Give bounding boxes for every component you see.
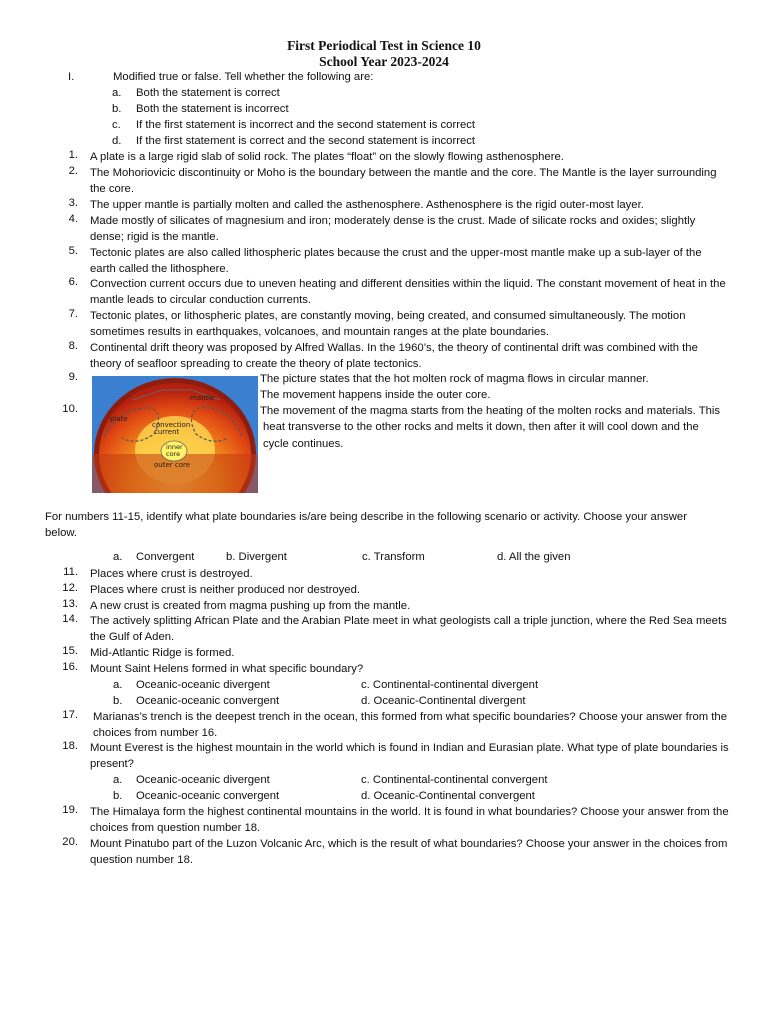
question-number: 16.: [62, 661, 78, 673]
question-number: 1.: [68, 149, 78, 161]
question-number-10: 10.: [62, 403, 78, 415]
choice-text: Oceanic-oceanic divergent: [136, 774, 270, 786]
question-text: Mount Everest is the highest mountain in the world which is found in Indian and Eurasian plate. What type of plate boundaries is present?: [90, 742, 729, 770]
choice-text: d. Oceanic-Continental divergent: [361, 695, 526, 707]
question-text: Tectonic plates, or lithospheric plates, are constantly moving, being created, and consumed simultaneously. The motion sometimes results in earthquakes, volcanoes, and mountain ranges at the plate boundaries.: [90, 310, 686, 338]
choice-text: d. Oceanic-Continental convergent: [361, 790, 535, 802]
choice-text: Both the statement is correct: [136, 87, 280, 99]
question-text: The Mohoriovicic discontinuity or Moho is the boundary between the mantle and the core. The Mantle is the layer surrounding the core.: [90, 167, 717, 195]
question-number: 15.: [62, 645, 78, 657]
question-9-line1: The picture states that the hot molten rock of magma flows in circular manner.: [260, 373, 649, 385]
question-text: Marianas’s trench is the deepest trench in the ocean, this formed from what specific boundaries? Choose your answer from the choices from number 16.: [93, 711, 727, 739]
option-a-letter: a.: [113, 551, 123, 563]
choice-text: Oceanic-oceanic convergent: [136, 790, 280, 802]
question-text: A plate is a large rigid slab of solid rock. The plates “float” on the slowly flowing asthenosphere.: [90, 151, 564, 163]
question-text: Continental drift theory was proposed by Alfred Wallas. In the 1960’s, the theory of continental drift was combined with the theory of seafloor spreading to create the theory of plate tectonics.: [90, 342, 698, 370]
choice-letter: a.: [112, 87, 122, 99]
question-text: A new crust is created from magma pushing up from the mantle.: [90, 600, 411, 612]
question-number: 18.: [62, 740, 78, 752]
label-plate: plate: [110, 415, 128, 423]
school-year: School Year 2023-2024: [319, 54, 449, 69]
label-outer-core: outer core: [154, 461, 191, 469]
question-number: 14.: [62, 613, 78, 625]
question-text: Mount Pinatubo part of the Luzon Volcanic Arc, which is the result of what boundaries? Choose your answer in the choices from question number 18.: [90, 838, 728, 866]
choice-letter: c.: [112, 119, 121, 131]
choice-letter: b.: [113, 790, 123, 802]
question-text: The upper mantle is partially molten and called the asthenosphere. Asthenosphere is the rigid outer-most layer.: [90, 199, 644, 211]
question-number: 3.: [68, 197, 78, 209]
choice-text: If the first statement is correct and the second statement is incorrect: [136, 135, 476, 147]
choice-text: Oceanic-oceanic divergent: [136, 679, 270, 691]
question-text: Mid-Atlantic Ridge is formed.: [90, 647, 235, 659]
question-text: Places where crust is destroyed.: [90, 568, 253, 580]
option-c: c. Transform: [362, 551, 425, 563]
label-core: core: [166, 450, 181, 458]
choice-letter: b.: [112, 103, 122, 115]
question-number: 20.: [62, 836, 78, 848]
earth-layers-illustration: [92, 376, 258, 493]
question-text: Made mostly of silicates of magnesium and iron; moderately dense is the crust. Made of silicate rocks and oxides; slightly dense; rigid is the mantle.: [90, 215, 696, 243]
question-number: 6.: [68, 276, 78, 288]
choice-text: c. Continental-continental convergent: [361, 774, 548, 786]
question-number: 4.: [68, 213, 78, 225]
question-text: Convection current occurs due to uneven heating and different densities within the liquid. The constant movement of heat in the mantle leads to circular conduction currents.: [90, 278, 726, 306]
question-text: Places where crust is neither produced nor destroyed.: [90, 584, 361, 596]
question-text: The Himalaya form the highest continental mountains in the world. It is found in what boundaries? Choose your answer from the choices from question number 18.: [90, 806, 729, 834]
question-10-line1: The movement of the magma starts from the heating of the molten rocks and materials. This: [260, 405, 721, 417]
choice-letter: b.: [113, 695, 123, 707]
option-d: d. All the given: [497, 551, 571, 563]
question-number: 11.: [63, 566, 78, 578]
question-number: 8.: [68, 340, 78, 352]
question-text: Tectonic plates are also called lithospheric plates because the crust and the upper-most mantle make up a sub-layer of the earth called the lithosphere.: [90, 247, 702, 275]
choice-letter: a.: [113, 679, 123, 691]
choice-text: Both the statement is incorrect: [136, 103, 289, 115]
label-inner: inner: [166, 443, 183, 451]
question-10-line3: cycle continues.: [263, 438, 344, 450]
question-number: 13.: [62, 598, 78, 610]
choice-letter: a.: [113, 774, 123, 786]
question-number: 2.: [68, 165, 78, 177]
question-text: The actively splitting African Plate and the Arabian Plate meet in what geologists call a triple junction, where the Red Sea meets the Gulf of Aden.: [90, 615, 727, 643]
question-number-9: 9.: [68, 371, 78, 383]
option-b: b. Divergent: [226, 551, 287, 563]
choice-text: c. Continental-continental divergent: [361, 679, 539, 691]
label-current: current: [154, 428, 180, 436]
part1-instruction: Modified true or false. Tell whether the following are:: [113, 71, 374, 83]
question-number: 17.: [62, 709, 78, 721]
question-number: 19.: [62, 804, 78, 816]
question-number: 5.: [68, 245, 78, 257]
part2-instruction-line2: below.: [45, 527, 78, 539]
earth-convection-diagram: [92, 376, 258, 493]
test-title: First Periodical Test in Science 10: [287, 38, 481, 53]
question-10-line2: heat transverse to the other rocks and melts it down, then after it will cool down and the: [263, 421, 699, 433]
label-convection: convection: [152, 421, 191, 429]
question-number: 7.: [68, 308, 78, 320]
question-9-line2: The movement happens inside the outer core.: [260, 389, 491, 401]
option-a-text: Convergent: [136, 551, 195, 563]
choice-text: Oceanic-oceanic convergent: [136, 695, 280, 707]
section-roman-numeral: I.: [68, 71, 75, 83]
choice-letter: d.: [112, 135, 122, 147]
question-text: Mount Saint Helens formed in what specific boundary?: [90, 663, 364, 675]
choice-text: If the first statement is incorrect and the second statement is correct: [136, 119, 476, 131]
question-number: 12.: [62, 582, 78, 594]
label-mantle: mantle: [190, 394, 215, 402]
part2-instruction-line1: For numbers 11-15, identify what plate boundaries is/are being describe in the following scenario or activity. Choose your answer: [45, 511, 687, 523]
